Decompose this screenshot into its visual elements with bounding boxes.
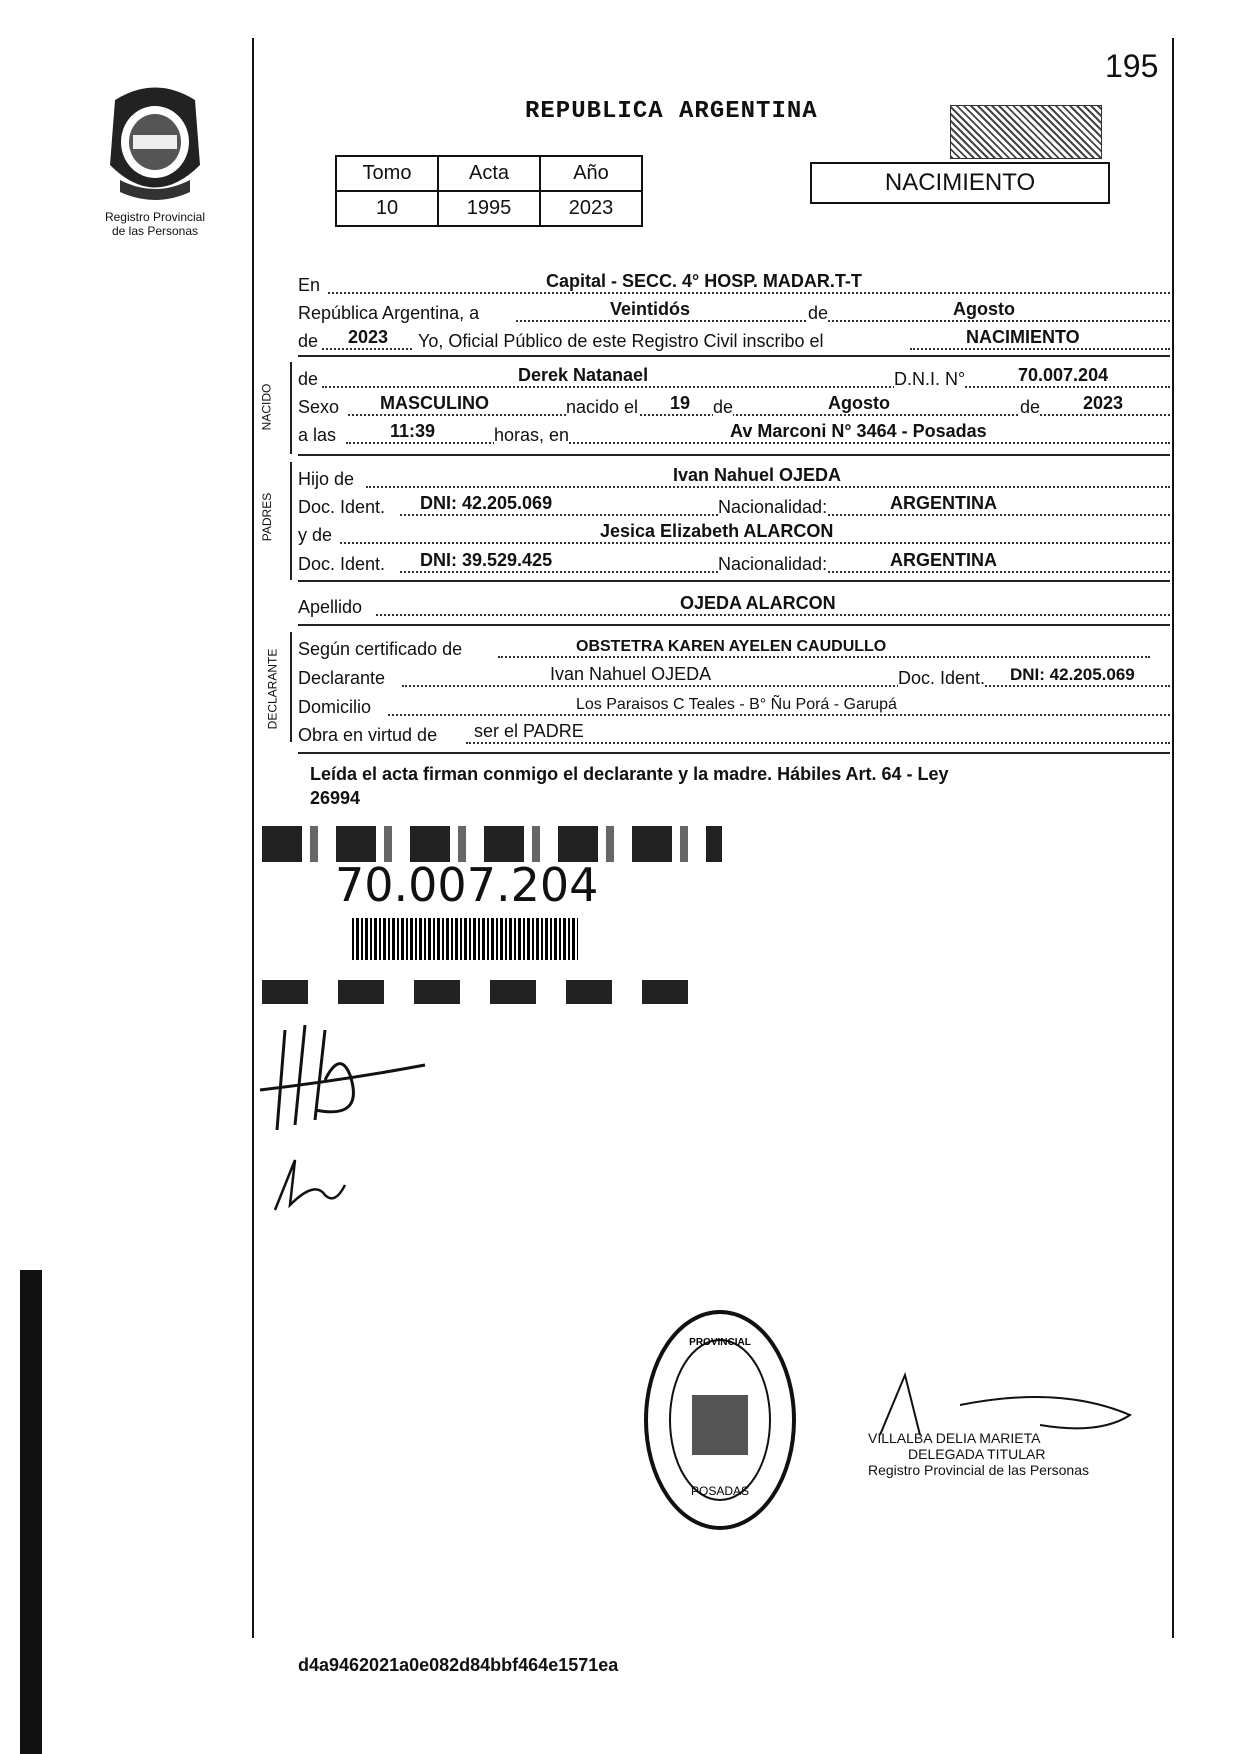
label-doc-ident-father: Doc. Ident. xyxy=(298,497,386,517)
value-declarant-dni: DNI: 42.205.069 xyxy=(1010,665,1135,684)
label-de2: de xyxy=(298,331,319,351)
registry-name-line1: Registro Provincial xyxy=(104,210,206,224)
declarante-row-obra xyxy=(298,720,1170,748)
country-title: REPUBLICA ARGENTINA xyxy=(525,98,818,125)
label-de-birth: de xyxy=(713,397,734,417)
value-birth-time: 11:39 xyxy=(390,421,436,441)
value-child-name: Derek Natanael xyxy=(518,365,649,385)
official-statement: Yo, Oficial Público de este Registro Civil inscribo el xyxy=(418,331,824,351)
nacido-row-name xyxy=(298,364,1170,392)
value-mother-dni: DNI: 39.529.425 xyxy=(420,550,553,570)
official-signature-block xyxy=(868,1430,1089,1478)
label-nacionalidad-mother: Nacionalidad: xyxy=(718,554,828,574)
label-y-de: y de xyxy=(298,525,333,545)
value-father-nationality: ARGENTINA xyxy=(890,493,997,513)
official-title: DELEGADA TITULAR xyxy=(908,1446,1046,1462)
label-de-nacido: de xyxy=(298,369,319,389)
right-margin-line xyxy=(1172,38,1174,1638)
left-margin-line xyxy=(252,38,254,1638)
legal-note-line1: Leída el acta firman conmigo el declarante y la madre. Hábiles Art. 64 - Ley xyxy=(310,764,949,784)
label-de: de xyxy=(808,303,829,323)
table-header-acta: Acta xyxy=(438,156,540,191)
label-nacionalidad-father: Nacionalidad: xyxy=(718,497,828,517)
padres-row-mother xyxy=(298,520,1170,548)
section-separator xyxy=(298,752,1170,754)
table-value-anio: 2023 xyxy=(540,191,642,226)
registry-name-line2: de las Personas xyxy=(111,224,199,238)
declarante-sidebar-line xyxy=(290,632,292,742)
table-header-anio: Año xyxy=(540,156,642,191)
padres-row-doc2 xyxy=(298,549,1170,577)
value-year: 2023 xyxy=(348,327,389,347)
section-separator xyxy=(298,580,1170,582)
table-value-tomo: 10 xyxy=(336,191,438,226)
value-month: Agosto xyxy=(953,299,1015,319)
intro-row-official xyxy=(298,326,1170,354)
value-event: NACIMIENTO xyxy=(966,327,1080,347)
apellido-row xyxy=(298,592,1170,620)
value-birth-place: Av Marconi N° 3464 - Posadas xyxy=(730,421,987,441)
value-location: Capital - SECC. 4° HOSP. MADAR.T-T xyxy=(546,271,862,291)
legal-note-line2: 26994 xyxy=(310,788,361,808)
label-obra-en-virtud: Obra en virtud de xyxy=(298,725,438,745)
label-doc-ident-declarant: Doc. Ident. xyxy=(898,668,986,688)
padres-row-doc1 xyxy=(298,492,1170,520)
value-declarant-name: Ivan Nahuel OJEDA xyxy=(550,664,712,684)
value-birth-month: Agosto xyxy=(828,393,890,413)
barcode xyxy=(352,918,578,960)
label-segun-certificado: Según certificado de xyxy=(298,639,463,659)
label-domicilio: Domicilio xyxy=(298,697,372,717)
label-en: En xyxy=(298,275,321,295)
nacido-sidebar-line xyxy=(290,362,292,454)
nacido-row-sex xyxy=(298,392,1170,420)
declarante-row-decl xyxy=(298,663,1170,691)
section-separator xyxy=(298,355,1170,357)
intro-row-en xyxy=(298,270,1170,298)
official-registry: Registro Provincial de las Personas xyxy=(868,1462,1089,1478)
label-apellido: Apellido xyxy=(298,597,363,617)
declarante-side-label: DECLARANTE xyxy=(265,648,280,730)
value-address: Los Paraisos C Teales - B° Ñu Porá - Garupá xyxy=(576,696,897,713)
label-republica: República Argentina, a xyxy=(298,303,480,323)
value-father-dni: DNI: 42.205.069 xyxy=(420,493,553,513)
provincial-seal-icon xyxy=(95,80,215,205)
value-certifier: OBSTETRA KAREN AYELEN CAUDULLO xyxy=(576,638,887,655)
label-nacido-el: nacido el xyxy=(566,397,639,417)
label-a-las: a las xyxy=(298,425,337,445)
nacido-side-label: NACIDO xyxy=(259,383,274,431)
value-mother-nationality: ARGENTINA xyxy=(890,550,997,570)
section-separator xyxy=(298,454,1170,456)
document-hash: d4a9462021a0e082d84bbf464e1571ea xyxy=(298,1655,619,1675)
scan-edge-shadow xyxy=(20,1270,42,1754)
legal-note xyxy=(310,762,1160,810)
padres-side-label: PADRES xyxy=(260,492,275,542)
label-doc-ident-mother: Doc. Ident. xyxy=(298,554,386,574)
value-birth-year: 2023 xyxy=(1083,393,1124,413)
label-declarante: Declarante xyxy=(298,668,386,688)
label-dni: D.N.I. N° xyxy=(894,369,966,389)
security-strip-bottom xyxy=(262,980,712,1004)
declarante-row-dom xyxy=(298,692,1170,720)
official-name: VILLALBA DELIA MARIETA xyxy=(868,1430,1041,1446)
security-strip-top xyxy=(262,826,722,862)
padres-row-father xyxy=(298,464,1170,492)
label-horas-en: horas, en xyxy=(494,425,570,445)
declarant-signature-icon xyxy=(255,1010,445,1230)
padres-sidebar-line xyxy=(290,462,292,580)
barcode-number: 70.007.204 xyxy=(335,858,599,912)
page-number: 195 xyxy=(1105,48,1159,84)
declarante-row-cert xyxy=(298,634,1170,662)
value-relationship: ser el PADRE xyxy=(474,721,584,741)
value-sex: MASCULINO xyxy=(380,393,489,413)
section-separator xyxy=(298,624,1170,626)
document-type-box: NACIMIENTO xyxy=(810,162,1110,204)
table-value-acta: 1995 xyxy=(438,191,540,226)
label-sexo: Sexo xyxy=(298,397,340,417)
svg-text:POSADAS: POSADAS xyxy=(690,1484,750,1498)
value-surname: OJEDA ALARCON xyxy=(680,593,836,613)
svg-text:PROVINCIAL: PROVINCIAL xyxy=(689,1337,751,1348)
registry-stamp-icon xyxy=(640,1305,800,1535)
value-father-name: Ivan Nahuel OJEDA xyxy=(673,465,842,485)
value-birth-day: 19 xyxy=(670,393,691,413)
table-header-tomo: Tomo xyxy=(336,156,438,191)
nacido-row-time xyxy=(298,420,1170,448)
register-table xyxy=(335,155,643,227)
label-de-birth2: de xyxy=(1020,397,1041,417)
security-hologram xyxy=(950,105,1102,159)
value-child-dni: 70.007.204 xyxy=(1018,365,1109,385)
value-mother-name: Jesica Elizabeth ALARCON xyxy=(600,521,834,541)
intro-row-date xyxy=(298,298,1170,326)
registry-logo xyxy=(95,80,225,238)
label-hijo-de: Hijo de xyxy=(298,469,355,489)
value-day-text: Veintidós xyxy=(610,299,691,319)
